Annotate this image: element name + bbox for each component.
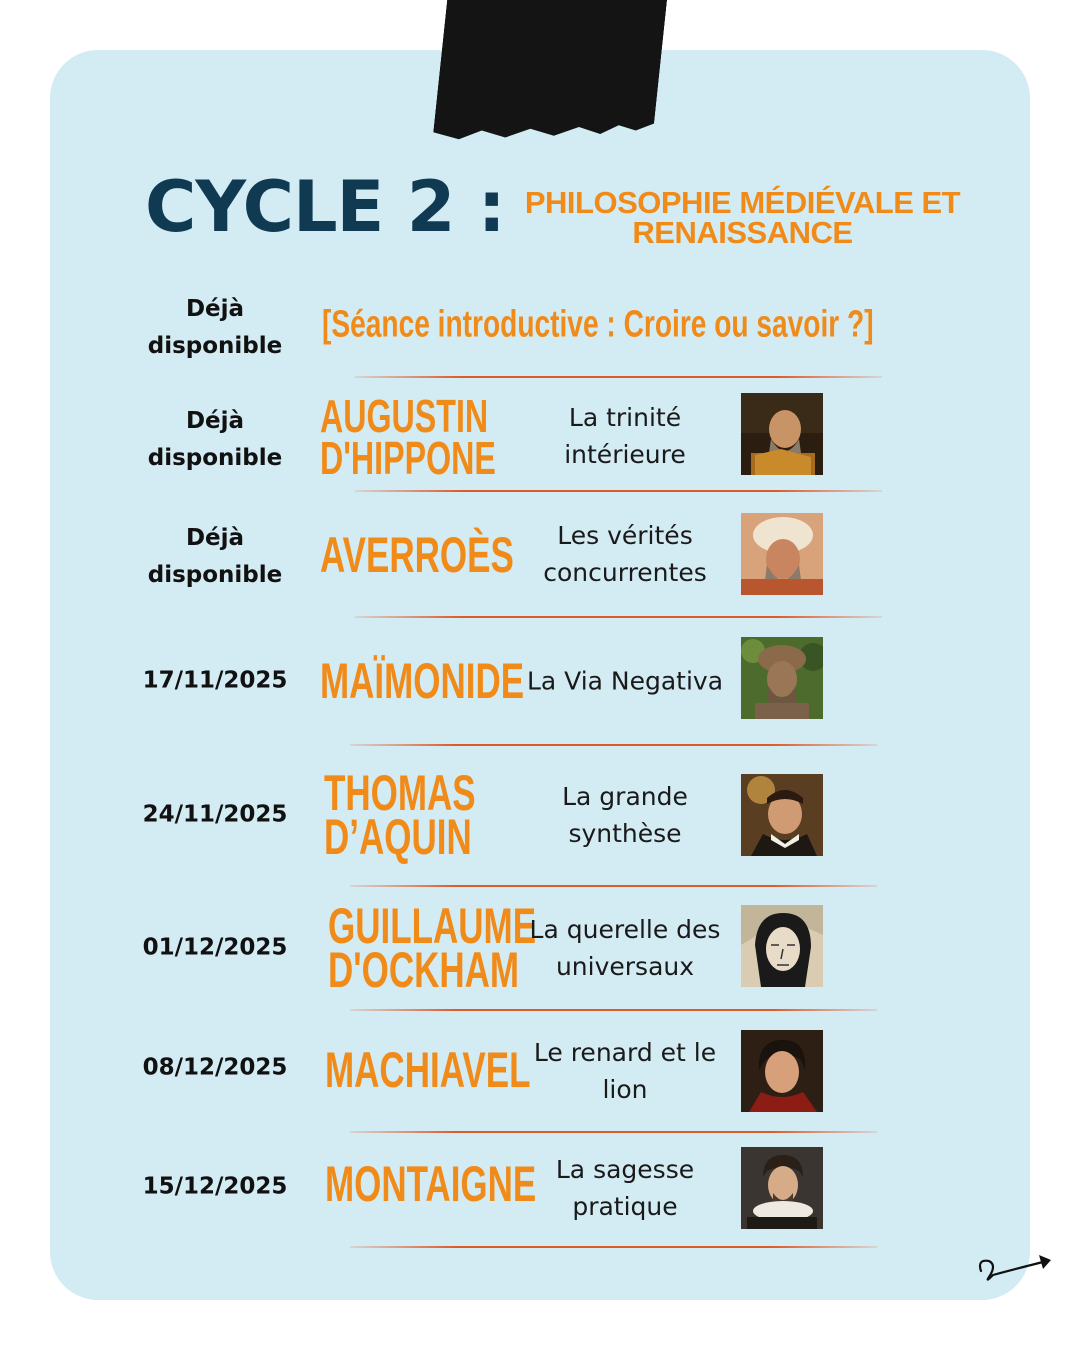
- session-theme: La grande synthèse: [562, 782, 688, 848]
- session-theme: Les vérités concurrentes: [543, 521, 707, 587]
- philosopher-portrait: [741, 774, 823, 856]
- separator-line: [350, 744, 877, 746]
- arrow-right-icon[interactable]: [975, 1245, 1060, 1290]
- separator-line: [350, 1009, 877, 1011]
- philosopher-portrait: [741, 637, 823, 719]
- separator-line: [350, 1246, 877, 1248]
- session-theme: La Via Negativa: [526, 666, 724, 696]
- session-date: Déjà disponible: [147, 408, 283, 471]
- session-theme: Le renard et le lion: [533, 1038, 717, 1104]
- cycle-title: CYCLE 2 :: [145, 166, 505, 248]
- philosopher-name: THOMAS D’AQUIN: [324, 765, 476, 865]
- philosopher-name: GUILLAUME D'OCKHAM: [328, 898, 537, 998]
- philosopher-portrait: [741, 513, 823, 595]
- session-date: 08/12/2025: [142, 1054, 288, 1081]
- philosopher-name: MACHIAVEL: [325, 1042, 531, 1098]
- session-date: 24/11/2025: [142, 801, 288, 828]
- philosopher-portrait: [741, 393, 823, 475]
- session-date: Déjà disponible: [147, 525, 283, 588]
- separator-line: [355, 490, 882, 492]
- philosopher-portrait: [741, 905, 823, 987]
- session-date: 15/12/2025: [142, 1173, 288, 1200]
- session-theme: La trinité intérieure: [564, 403, 686, 469]
- philosopher-name: AVERROÈS: [320, 527, 514, 583]
- session-theme: La querelle des universaux: [529, 915, 721, 981]
- session-theme: La sagesse pratique: [555, 1155, 695, 1221]
- separator-line: [355, 616, 882, 618]
- philosopher-name: MAÏMONIDE: [320, 653, 525, 709]
- philosopher-name: AUGUSTIN D'HIPPONE: [320, 390, 496, 484]
- philosopher-portrait: [741, 1147, 823, 1229]
- session-date: 17/11/2025: [142, 667, 288, 694]
- separator-line: [355, 376, 882, 378]
- session-date: Déjà disponible: [147, 296, 283, 359]
- session-date: 01/12/2025: [142, 934, 288, 961]
- philosopher-portrait: [741, 1030, 823, 1112]
- separator-line: [350, 885, 877, 887]
- philosopher-name: MONTAIGNE: [325, 1156, 537, 1212]
- separator-line: [350, 1131, 877, 1133]
- cycle-subtitle: PHILOSOPHIE MÉDIÉVALE ET RENAISSANCE: [524, 185, 961, 250]
- intro-session-label: [Séance introductive : Croire ou savoir ?]: [322, 303, 874, 346]
